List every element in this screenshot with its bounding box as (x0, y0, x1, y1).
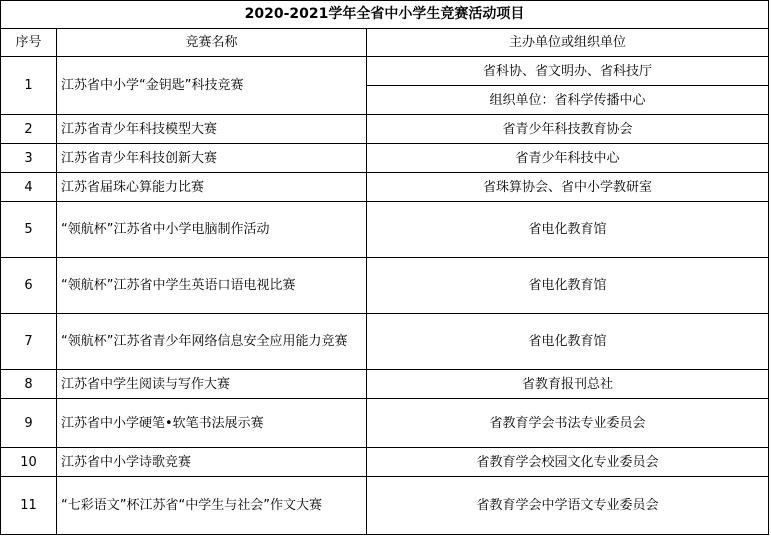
competition-name[interactable]: 江苏省届珠心算能力比赛 (57, 173, 367, 202)
organizer[interactable]: 省电化教育馆 (367, 258, 769, 314)
row-number[interactable]: 6 (1, 258, 57, 314)
row-number[interactable]: 10 (1, 448, 57, 477)
competition-name[interactable]: 江苏省中学生阅读与写作大赛 (57, 370, 367, 399)
row-number[interactable]: 5 (1, 202, 57, 258)
row-number[interactable]: 7 (1, 314, 57, 370)
competition-name[interactable]: 江苏省青少年科技模型大赛 (57, 115, 367, 144)
table-row (1, 202, 769, 258)
competition-name[interactable]: “领航杯”江苏省中学生英语口语电视比赛 (57, 258, 367, 314)
competition-name[interactable]: 江苏省中小学硬笔•软笔书法展示赛 (57, 399, 367, 448)
table-row (1, 258, 769, 314)
header-org[interactable]: 主办单位或组织单位 (367, 29, 769, 57)
row-number[interactable]: 8 (1, 370, 57, 399)
table-row (1, 173, 769, 202)
table-row (1, 370, 769, 399)
row-number[interactable]: 9 (1, 399, 57, 448)
table-row (1, 115, 769, 144)
organizer[interactable]: 省教育报刊总社 (367, 370, 769, 399)
competition-name[interactable]: “领航杯”江苏省中小学电脑制作活动 (57, 202, 367, 258)
row-number[interactable]: 4 (1, 173, 57, 202)
row-number[interactable]: 3 (1, 144, 57, 173)
organizer[interactable]: 省电化教育馆 (367, 202, 769, 258)
header-no[interactable]: 序号 (1, 29, 57, 57)
organizer[interactable]: 省教育学会校园文化专业委员会 (367, 448, 769, 477)
competition-name[interactable]: 江苏省中小学诗歌竞赛 (57, 448, 367, 477)
row-number[interactable]: 1 (1, 57, 57, 115)
table-row (1, 448, 769, 477)
table-row (1, 314, 769, 370)
header-name[interactable]: 竞赛名称 (57, 29, 367, 57)
table-row (1, 477, 769, 535)
competition-name[interactable]: 江苏省中小学“金钥匙”科技竞赛 (57, 57, 367, 115)
table-row (1, 399, 769, 448)
table-title[interactable]: 2020-2021学年全省中小学生竞赛活动项目 (1, 1, 769, 29)
organizer[interactable]: 省教育学会书法专业委员会 (367, 399, 769, 448)
organizer[interactable]: 省珠算协会、省中小学教研室 (367, 173, 769, 202)
organizer[interactable]: 省电化教育馆 (367, 314, 769, 370)
organizer[interactable]: 省青少年科技教育协会 (367, 115, 769, 144)
organizer[interactable]: 省青少年科技中心 (367, 144, 769, 173)
organizer-unit[interactable]: 组织单位：省科学传播中心 (367, 86, 769, 115)
row-number[interactable]: 11 (1, 477, 57, 535)
table-row (1, 57, 769, 86)
organizer[interactable]: 省教育学会中学语文专业委员会 (367, 477, 769, 535)
table-row (1, 144, 769, 173)
row-number[interactable]: 2 (1, 115, 57, 144)
header-row (1, 29, 769, 57)
organizer[interactable]: 省科协、省文明办、省科技厅 (367, 57, 769, 86)
competition-name[interactable]: “七彩语文”杯江苏省“中学生与社会”作文大赛 (57, 477, 367, 535)
competition-name[interactable]: “领航杯”江苏省青少年网络信息安全应用能力竞赛 (57, 314, 367, 370)
competition-name[interactable]: 江苏省青少年科技创新大赛 (57, 144, 367, 173)
